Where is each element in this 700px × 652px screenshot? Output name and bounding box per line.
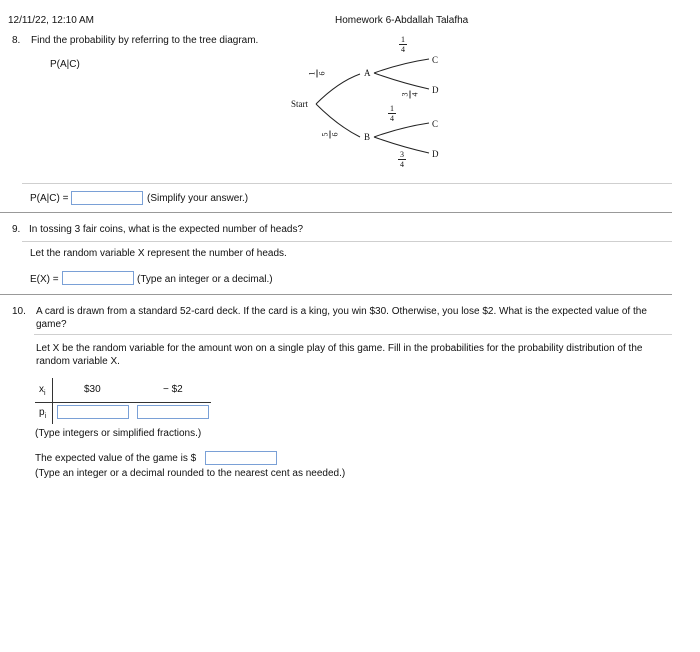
table-x-subscript: i xyxy=(44,390,46,397)
prob-b-num: 5 xyxy=(320,132,330,137)
q8-answer-label: P(A|C) = xyxy=(30,193,69,204)
tree-leaf-bc: C xyxy=(432,119,439,129)
prob-bc-den: 4 xyxy=(390,114,394,123)
q8-subprompt: P(A|C) xyxy=(50,59,80,70)
tree-leaf-ac: C xyxy=(432,55,439,65)
q8-divider xyxy=(22,183,672,184)
q8-number: 8. xyxy=(12,35,21,46)
prob-bd-num: 3 xyxy=(400,150,404,159)
prob-a-num: 1 xyxy=(307,71,317,76)
q10-number: 10. xyxy=(12,306,26,317)
tree-leaf-ad: D xyxy=(432,85,439,95)
prob-ad-fraction xyxy=(401,90,420,100)
table-hint: (Type integers or simplified fractions.) xyxy=(35,428,202,439)
tree-start-label: Start xyxy=(291,99,308,109)
prob-ac-fraction xyxy=(398,35,408,54)
q9-answer-input[interactable] xyxy=(62,271,134,285)
table-x1-value: $30 xyxy=(84,384,101,395)
page-title: Homework 6-Abdallah Talafha xyxy=(335,15,469,26)
q8-hint: (Simplify your answer.) xyxy=(147,193,249,204)
prob-ac-den: 4 xyxy=(401,45,405,54)
q9-prompt: In tossing 3 fair coins, what is the expected number of heads? xyxy=(29,224,304,235)
branch-start-a xyxy=(316,71,360,104)
prob-ad-den: 4 xyxy=(410,92,420,97)
tree-node-b: B xyxy=(364,132,371,142)
ev-hint: (Type an integer or a decimal rounded to the nearest cent as needed.) xyxy=(35,468,346,479)
p2-input[interactable] xyxy=(137,405,209,419)
p1-input[interactable] xyxy=(57,405,129,419)
prob-a-den: 6 xyxy=(317,71,327,76)
table-x2-value: − $2 xyxy=(163,384,183,395)
q10-setup: Let X be the random variable for the amount won on a single play of this game. Fill in the probabilities for the probability distribution of the random variable X. xyxy=(36,343,643,367)
table-p-subscript: i xyxy=(44,413,47,420)
tree-node-a: A xyxy=(364,68,371,78)
prob-ac-num: 1 xyxy=(401,35,405,44)
prob-ad-num: 3 xyxy=(400,92,410,97)
prob-b-den: 6 xyxy=(330,132,340,137)
q10-prompt: A card is drawn from a standard 52-card deck. If the card is a king, you win $30. Otherwise, you lose $2. What is the expected value of the game? xyxy=(36,306,647,330)
ev-input[interactable] xyxy=(205,451,277,465)
print-datetime: 12/11/22, 12:10 AM xyxy=(8,15,94,26)
branch-a-d xyxy=(374,73,429,89)
branch-a-c xyxy=(374,59,429,73)
table-x-label: $x_i$ xyxy=(39,384,46,397)
branch-b-c xyxy=(374,123,429,137)
tree-leaf-bd: D xyxy=(432,149,439,159)
table-vertical-rule xyxy=(52,378,53,424)
ev-label: The expected value of the game is $ xyxy=(35,453,197,464)
prob-a-fraction xyxy=(308,69,327,79)
q9-bottom-divider xyxy=(0,294,672,295)
prob-bd-fraction xyxy=(397,150,407,169)
q8-prompt: Find the probability by referring to the tree diagram. xyxy=(31,35,259,46)
q9-setup: Let the random variable X represent the number of heads. xyxy=(30,248,287,259)
q9-divider xyxy=(22,241,672,242)
prob-bc-fraction xyxy=(387,104,397,123)
prob-bc-num: 1 xyxy=(390,104,394,113)
q8-answer-input[interactable] xyxy=(71,191,143,205)
table-p-label: $p_i$ xyxy=(39,407,47,420)
prob-b-fraction xyxy=(321,130,340,140)
q10-divider xyxy=(34,334,672,335)
q9-number: 9. xyxy=(12,224,21,235)
table-horizontal-rule xyxy=(35,402,211,403)
tree-diagram xyxy=(0,0,700,180)
prob-bd-den: 4 xyxy=(400,160,404,169)
q9-answer-label: E(X) = xyxy=(30,274,59,285)
q9-hint: (Type an integer or a decimal.) xyxy=(137,274,273,285)
q8-bottom-divider xyxy=(0,212,672,213)
